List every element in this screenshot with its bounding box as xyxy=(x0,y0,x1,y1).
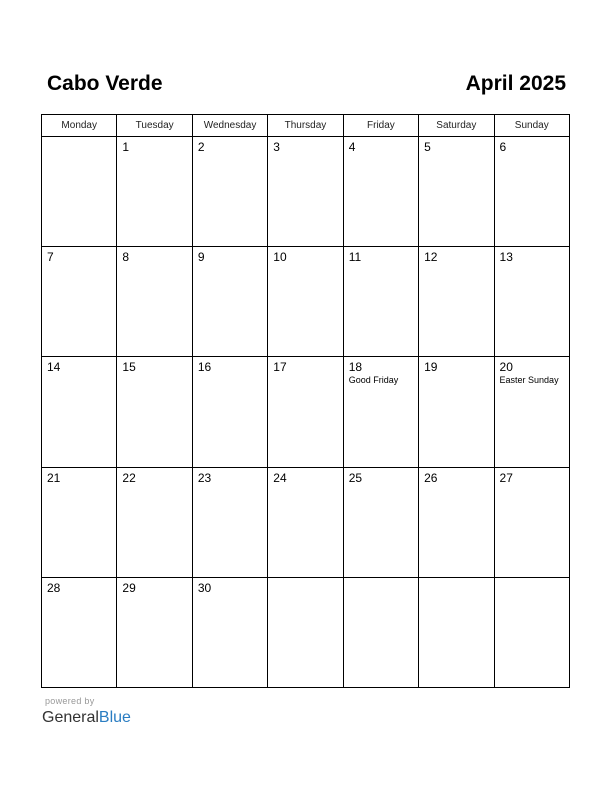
weekday-sunday: Sunday xyxy=(494,115,569,137)
day-number: 21 xyxy=(47,470,61,485)
powered-by-text: powered by xyxy=(45,696,95,706)
day-number: 13 xyxy=(499,250,513,265)
day-number: 26 xyxy=(424,470,438,485)
day-cell xyxy=(42,357,117,467)
logo-text-general: General xyxy=(42,709,99,726)
day-number: 2 xyxy=(197,140,205,154)
day-cell xyxy=(494,247,569,357)
weekday-header-row xyxy=(42,115,570,137)
day-cell xyxy=(42,577,117,687)
day-cell xyxy=(268,137,343,247)
day-number: 23 xyxy=(197,470,212,485)
day-cell xyxy=(42,467,117,577)
day-number: 22 xyxy=(122,470,136,485)
day-cell xyxy=(117,357,192,467)
day-cell xyxy=(192,577,267,687)
day-number: 29 xyxy=(122,580,136,595)
weekday-saturday: Saturday xyxy=(419,115,494,137)
holiday-label: Good Friday xyxy=(348,375,399,386)
day-cell xyxy=(419,577,494,687)
day-number: 4 xyxy=(348,140,356,154)
day-number: 15 xyxy=(122,360,136,375)
day-number: 7 xyxy=(47,250,54,265)
day-cell xyxy=(117,137,192,247)
day-number: 24 xyxy=(273,470,287,485)
week-row xyxy=(42,577,570,687)
day-cell xyxy=(343,357,418,467)
day-cell xyxy=(268,357,343,467)
day-cell xyxy=(192,357,267,467)
day-cell xyxy=(117,577,192,687)
day-cell xyxy=(117,247,192,357)
day-number: 1 xyxy=(122,140,130,154)
weekday-friday: Friday xyxy=(343,115,418,137)
day-number: 9 xyxy=(197,250,205,265)
day-cell xyxy=(268,467,343,577)
day-cell xyxy=(42,247,117,357)
day-cell xyxy=(268,577,343,687)
weekday-tuesday: Tuesday xyxy=(117,115,192,137)
day-cell xyxy=(343,137,418,247)
weekday-monday: Monday xyxy=(42,115,117,137)
day-cell xyxy=(42,137,117,247)
generalblue-footer xyxy=(42,696,131,728)
day-number: 8 xyxy=(122,250,130,265)
weekday-thursday: Thursday xyxy=(268,115,343,137)
day-number: 3 xyxy=(273,140,280,154)
day-number: 5 xyxy=(424,140,431,154)
day-number: 28 xyxy=(47,580,61,595)
day-number: 30 xyxy=(197,580,212,595)
country-title: Cabo Verde xyxy=(47,72,163,95)
day-cell xyxy=(419,247,494,357)
day-number: 11 xyxy=(348,250,362,265)
day-cell xyxy=(419,137,494,247)
day-cell xyxy=(494,577,569,687)
weekday-wednesday: Wednesday xyxy=(192,115,267,137)
day-cell xyxy=(343,467,418,577)
week-row xyxy=(42,137,570,247)
day-cell xyxy=(192,137,267,247)
day-cell xyxy=(343,577,418,687)
day-cell xyxy=(494,467,569,577)
day-number: 20 xyxy=(499,360,513,375)
day-number: 27 xyxy=(499,470,513,485)
holiday-label: Easter Sunday xyxy=(499,375,559,386)
day-cell xyxy=(117,467,192,577)
day-number: 6 xyxy=(499,140,507,154)
week-row xyxy=(42,357,570,467)
day-number: 25 xyxy=(348,470,363,485)
day-number: 16 xyxy=(197,360,212,375)
day-cell xyxy=(343,247,418,357)
day-cell xyxy=(494,357,569,467)
day-cell xyxy=(419,357,494,467)
day-number: 17 xyxy=(273,360,287,375)
week-row xyxy=(42,467,570,577)
month-calendar-grid xyxy=(41,114,570,688)
day-cell xyxy=(494,137,569,247)
day-cell xyxy=(192,467,267,577)
day-number: 19 xyxy=(424,360,438,375)
day-number: 14 xyxy=(47,360,61,375)
day-number: 12 xyxy=(424,250,438,265)
day-number: 18 xyxy=(348,360,363,375)
day-number: 10 xyxy=(273,250,287,265)
day-cell xyxy=(268,247,343,357)
day-cell xyxy=(419,467,494,577)
generalblue-logo[interactable] xyxy=(42,708,131,728)
logo-text-blue: Blue xyxy=(98,709,131,726)
week-row xyxy=(42,247,570,357)
day-cell xyxy=(192,247,267,357)
calendar-header xyxy=(45,70,566,100)
month-title: April 2025 xyxy=(465,72,566,95)
